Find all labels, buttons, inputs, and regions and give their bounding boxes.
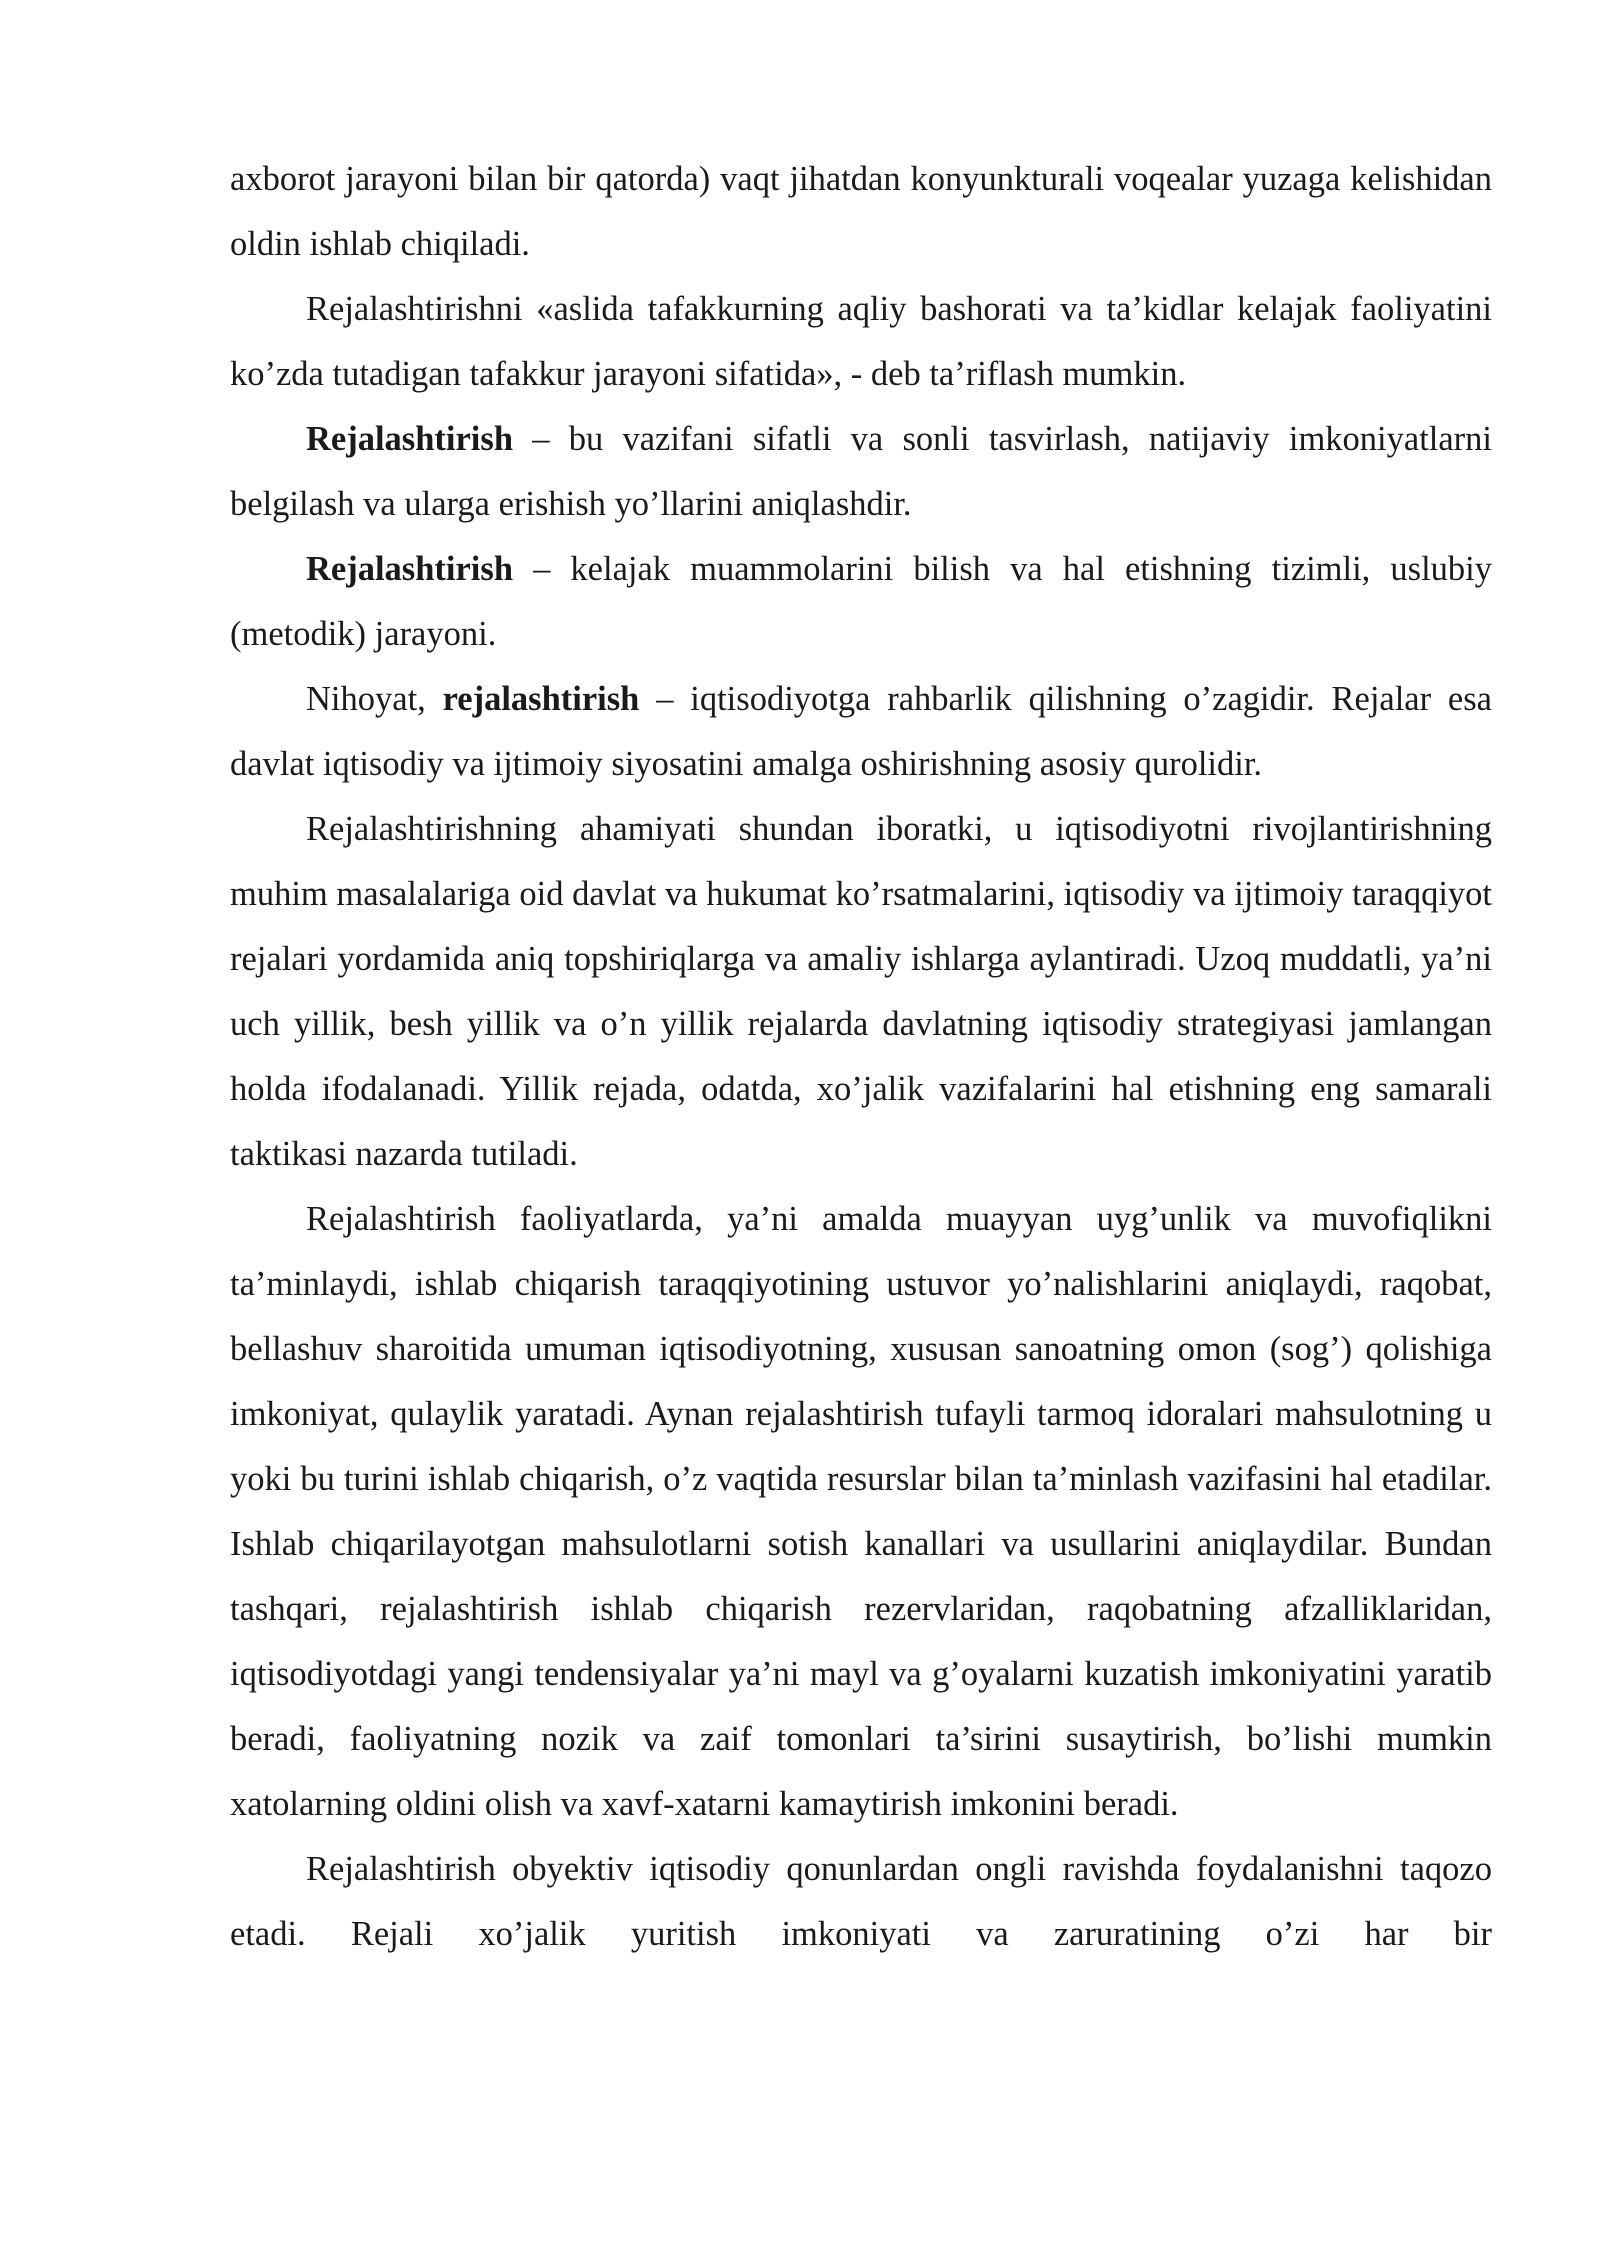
paragraph-importance [230,797,1492,1187]
paragraph-text: Rejalashtirishning ahamiyati shundan iboratki, u iqtisodiyotni rivojlantirishning muhim masalalariga oid davlat va hukumat ko’rsatmalarini, iqtisodiy va ijtimoiy taraqqiyot rejalari yordamida aniq topshiriqlarga va amaliy ishlarga aylantiradi. Uzoq muddatli, ya’ni uch yillik, besh yillik va o’n yillik rejalarda davlatning iqtisodiy strategiyasi jamlangan holda ifodalanadi. Yillik rejada, odatda, xo’jalik vazifalarini hal etishning eng samarali taktikasi nazarda tutiladi. [230,810,1492,1173]
paragraph-text: axborot jarayoni bilan bir qatorda) vaqt jihatdan konyunkturali voqealar yuzaga kelishidan oldin ishlab chiqiladi. [230,160,1492,263]
paragraph-text: Rejalashtirishni «aslida tafakkurning aqliy bashorati va ta’kidlar kelajak faoliyatini ko’zda tutadigan tafakkur jarayoni sifatida», - deb ta’riflash mumkin. [230,290,1492,393]
document-body [230,147,1492,1967]
bold-term: Rejalashtirish [306,550,513,588]
paragraph-definition-2 [230,537,1492,667]
paragraph-text: – iqtisodiyotga rahbarlik qilishning o’zagidir. Rejalar esa davlat iqtisodiy va ijtimoiy siyosatini amalga oshirishning asosiy qurolidir. [230,680,1492,783]
paragraph-continuation [230,147,1492,277]
paragraph-activities [230,1187,1492,1837]
paragraph-definition-quote [230,277,1492,407]
bold-term: rejalashtirish [442,680,640,718]
paragraph-definition-3 [230,667,1492,797]
bold-term: Rejalashtirish [306,420,513,458]
paragraph-text: – bu vazifani sifatli va sonli tasvirlash, natijaviy imkoniyatlarni belgilash va ularga erishish yo’llarini aniqlashdir. [230,420,1492,523]
paragraph-definition-1 [230,407,1492,537]
paragraph-lead: Nihoyat, [306,680,443,718]
paragraph-text: Rejalashtirish obyektiv iqtisodiy qonunlardan ongli ravishda foydalanishni taqozo etadi. Rejali xo’jalik yuritish imkoniyati va zaruratining o’zi har bir [230,1850,1492,1953]
paragraph-text: Rejalashtirish faoliyatlarda, ya’ni amalda muayyan uyg’unlik va muvofiqlikni ta’minlaydi, ishlab chiqarish taraqqiyotining ustuvor yo’nalishlarini aniqlaydi, raqobat, bellashuv sharoitida umuman iqtisodiyotning, xususan sanoatning omon (sog’) qolishiga imkoniyat, qulaylik yaratadi. Aynan rejalashtirish tufayli tarmoq idoralari mahsulotning u yoki bu turini ishlab chiqarish, o’z vaqtida resurslar bilan ta’minlash vazifasini hal etadilar. Ishlab chiqarilayotgan mahsulotlarni sotish kanallari va usullarini aniqlaydilar. Bundan tashqari, rejalashtirish ishlab chiqarish rezervlaridan, raqobatning afzalliklaridan, iqtisodiyotdagi yangi tendensiyalar ya’ni mayl va g’oyalarni kuzatish imkoniyatini yaratib beradi, faoliyatning nozik va zaif tomonlari ta’sirini susaytirish, bo’lishi mumkin xatolarning oldini olish va xavf-xatarni kamaytirish imkonini beradi. [230,1200,1492,1823]
paragraph-text: – kelajak muammolarini bilish va hal etishning tizimli, uslubiy (metodik) jarayoni. [230,550,1492,653]
paragraph-objective-laws [230,1837,1492,1967]
